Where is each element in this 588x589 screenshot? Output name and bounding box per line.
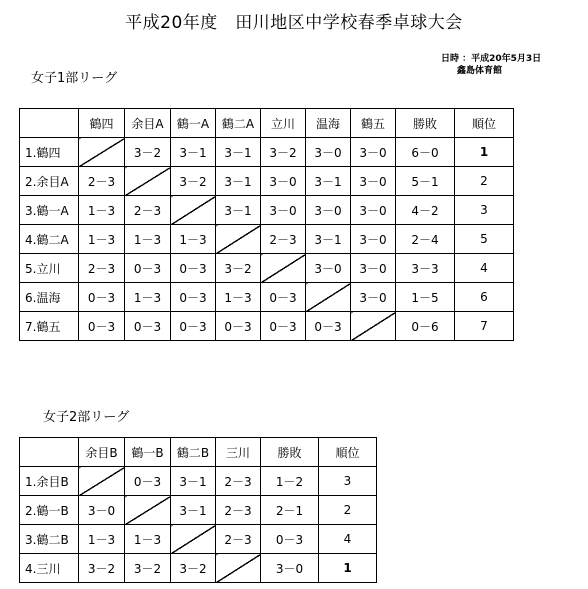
score-cell: 3－0: [79, 496, 125, 525]
record-cell: 3－0: [261, 554, 319, 583]
diagonal-cell: [261, 254, 306, 283]
record-cell: 6－0: [396, 138, 455, 167]
score-cell: 2－3: [216, 467, 261, 496]
table-row: [20, 138, 514, 167]
record-cell: 0－6: [396, 312, 455, 341]
score-cell: 3－1: [171, 496, 216, 525]
diagonal-cell: [79, 467, 125, 496]
corner-cell: [20, 109, 79, 138]
diagonal-cell: [216, 554, 261, 583]
record-cell: 4－2: [396, 196, 455, 225]
header-row: [20, 109, 514, 138]
diagonal-cell: [79, 138, 125, 167]
score-cell: 3－0: [261, 167, 306, 196]
score-cell: 3－2: [79, 554, 125, 583]
column-header: 鶴一A: [171, 109, 216, 138]
score-cell: 3－2: [171, 554, 216, 583]
score-cell: 0－3: [216, 312, 261, 341]
score-cell: 2－3: [261, 225, 306, 254]
score-cell: 1－3: [171, 225, 216, 254]
team-name: 2.余目A: [20, 167, 79, 196]
diagonal-cell: [125, 496, 171, 525]
header-row: [20, 438, 377, 467]
score-cell: 0－3: [125, 467, 171, 496]
score-cell: 3－1: [306, 225, 351, 254]
column-header: 順位: [319, 438, 377, 467]
score-cell: 0－3: [306, 312, 351, 341]
table-row: [20, 225, 514, 254]
team-name: 3.鶴二B: [20, 525, 79, 554]
score-cell: 3－0: [351, 283, 396, 312]
table-row: [20, 467, 377, 496]
div1-table: [19, 108, 514, 341]
corner-cell: [20, 438, 79, 467]
score-cell: 0－3: [261, 283, 306, 312]
column-header: 三川: [216, 438, 261, 467]
column-header: 勝敗: [396, 109, 455, 138]
div2-table: [19, 437, 377, 583]
event-date: 日時 ：平成20年5月3日: [441, 54, 542, 64]
table-row: [20, 196, 514, 225]
team-name: 6.温海: [20, 283, 79, 312]
score-cell: 3－2: [216, 254, 261, 283]
score-cell: 3－2: [171, 167, 216, 196]
team-name: 4.鶴二A: [20, 225, 79, 254]
diagonal-cell: [216, 225, 261, 254]
column-header: 鶴四: [79, 109, 125, 138]
score-cell: 3－0: [306, 196, 351, 225]
column-header: 鶴一B: [125, 438, 171, 467]
diagonal-cell: [125, 167, 171, 196]
score-cell: 3－0: [351, 167, 396, 196]
score-cell: 0－3: [125, 312, 171, 341]
diagonal-cell: [351, 312, 396, 341]
score-cell: 3－2: [125, 138, 171, 167]
team-name: 4.三川: [20, 554, 79, 583]
score-cell: 3－1: [306, 167, 351, 196]
rank-cell: 2: [319, 496, 377, 525]
score-cell: 2－3: [79, 254, 125, 283]
table-row: [20, 525, 377, 554]
column-header: 余目A: [125, 109, 171, 138]
event-info: [441, 53, 541, 77]
record-cell: 2－4: [396, 225, 455, 254]
rank-cell: 4: [319, 525, 377, 554]
score-cell: 3－2: [261, 138, 306, 167]
score-cell: 3－0: [351, 225, 396, 254]
rank-cell: 4: [455, 254, 514, 283]
score-cell: 2－3: [216, 525, 261, 554]
record-cell: 5－1: [396, 167, 455, 196]
score-cell: 3－0: [306, 138, 351, 167]
div2-heading: 女子2部リーグ: [43, 410, 130, 425]
rank-cell: 2: [455, 167, 514, 196]
score-cell: 3－1: [216, 196, 261, 225]
score-cell: 1－3: [79, 525, 125, 554]
score-cell: 0－3: [171, 283, 216, 312]
rank-cell: 7: [455, 312, 514, 341]
rank-cell: 3: [319, 467, 377, 496]
score-cell: 3－0: [261, 196, 306, 225]
team-name: 1.鶴四: [20, 138, 79, 167]
team-name: 1.余目B: [20, 467, 79, 496]
column-header: 温海: [306, 109, 351, 138]
score-cell: 1－3: [79, 196, 125, 225]
record-cell: 3－3: [396, 254, 455, 283]
score-cell: 3－0: [351, 138, 396, 167]
team-name: 2.鶴一B: [20, 496, 79, 525]
score-cell: 1－3: [216, 283, 261, 312]
rank-cell: 3: [455, 196, 514, 225]
score-cell: 0－3: [125, 254, 171, 283]
record-cell: 2－1: [261, 496, 319, 525]
score-cell: 3－1: [216, 167, 261, 196]
rank-cell: 1: [319, 554, 377, 583]
team-name: 3.鶴一A: [20, 196, 79, 225]
diagonal-cell: [306, 283, 351, 312]
table-row: [20, 554, 377, 583]
event-venue: 鑫島体育館: [457, 66, 503, 76]
column-header: 鶴二B: [171, 438, 216, 467]
score-cell: 0－3: [261, 312, 306, 341]
rank-cell: 6: [455, 283, 514, 312]
column-header: 順位: [455, 109, 514, 138]
score-cell: 3－1: [216, 138, 261, 167]
div1-heading: 女子1部リーグ: [31, 71, 118, 86]
score-cell: 0－3: [171, 312, 216, 341]
score-cell: 1－3: [125, 283, 171, 312]
score-cell: 3－1: [171, 467, 216, 496]
score-cell: 3－0: [351, 196, 396, 225]
score-cell: 3－1: [171, 138, 216, 167]
rank-cell: 1: [455, 138, 514, 167]
score-cell: 3－2: [125, 554, 171, 583]
score-cell: 2－3: [125, 196, 171, 225]
score-cell: 2－3: [79, 167, 125, 196]
score-cell: 1－3: [79, 225, 125, 254]
table-row: [20, 254, 514, 283]
team-name: 7.鶴五: [20, 312, 79, 341]
score-cell: 3－0: [351, 254, 396, 283]
table-row: [20, 283, 514, 312]
table-row: [20, 496, 377, 525]
score-cell: 0－3: [79, 283, 125, 312]
diagonal-cell: [171, 525, 216, 554]
score-cell: 1－3: [125, 225, 171, 254]
record-cell: 1－2: [261, 467, 319, 496]
score-cell: 0－3: [79, 312, 125, 341]
column-header: 勝敗: [261, 438, 319, 467]
column-header: 鶴二A: [216, 109, 261, 138]
table-row: [20, 312, 514, 341]
diagonal-cell: [171, 196, 216, 225]
column-header: 立川: [261, 109, 306, 138]
record-cell: 1－5: [396, 283, 455, 312]
column-header: 余目B: [79, 438, 125, 467]
page-title: 平成20年度 田川地区中学校春季卓球大会: [125, 13, 463, 33]
team-name: 5.立川: [20, 254, 79, 283]
record-cell: 0－3: [261, 525, 319, 554]
column-header: 鶴五: [351, 109, 396, 138]
score-cell: 2－3: [216, 496, 261, 525]
rank-cell: 5: [455, 225, 514, 254]
table-row: [20, 167, 514, 196]
score-cell: 3－0: [306, 254, 351, 283]
score-cell: 1－3: [125, 525, 171, 554]
score-cell: 0－3: [171, 254, 216, 283]
